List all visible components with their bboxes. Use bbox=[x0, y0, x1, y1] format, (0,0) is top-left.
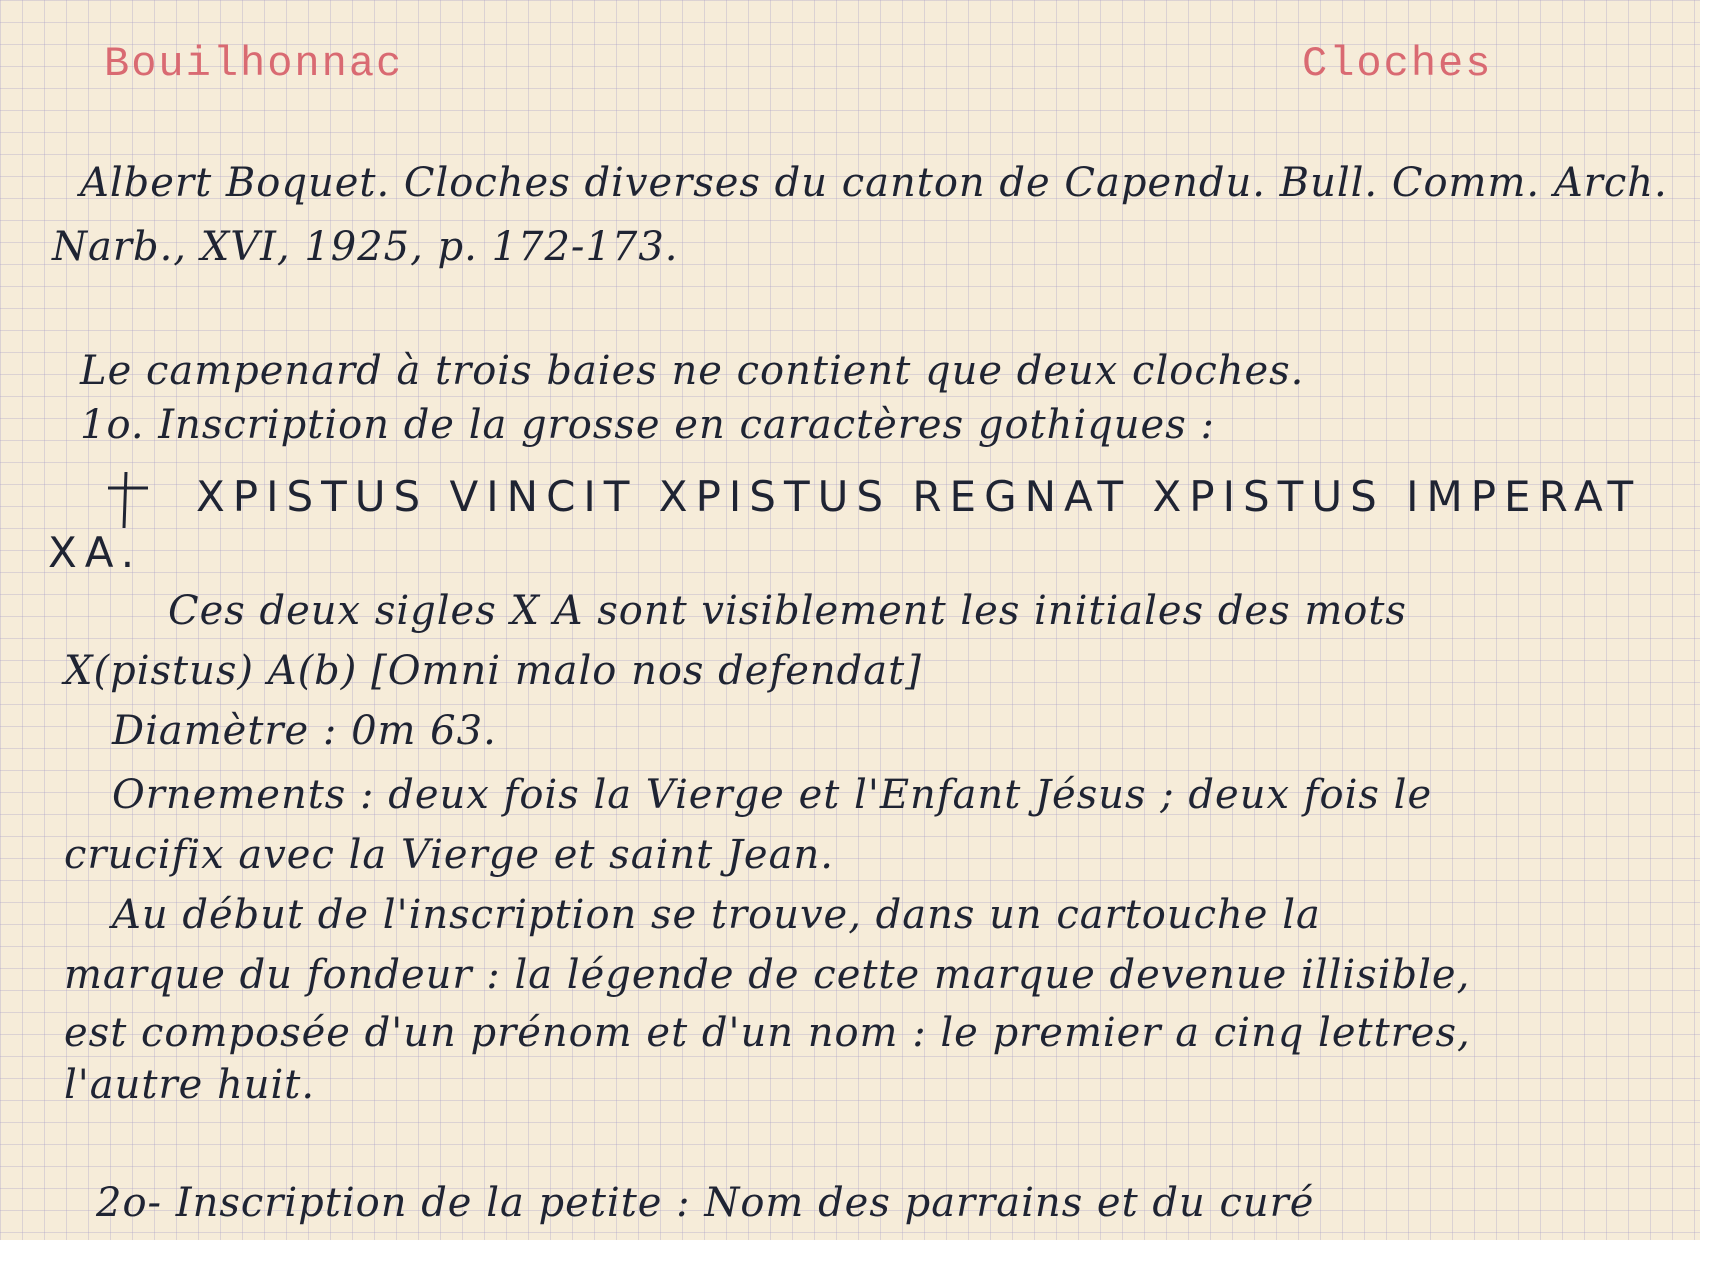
body-line-10: est composée d'un prénom et d'un nom : le premier a cinq lettres, bbox=[64, 1010, 1471, 1056]
diameter-line: Diamètre : 0m 63. bbox=[112, 708, 497, 754]
body-line-4: X(pistus) A(b) [Omni malo nos defendat] bbox=[64, 648, 922, 694]
cross-icon bbox=[104, 470, 152, 530]
reference-line-2: Narb., XVI, 1925, p. 172-173. bbox=[52, 224, 679, 270]
reference-line-1: Albert Boquet. Cloches diverses du canton de Capendu. Bull. Comm. Arch. bbox=[80, 160, 1668, 206]
body-line-12: 2o- Inscription de la petite : Nom des parrains et du curé bbox=[96, 1180, 1315, 1226]
body-line-6: Ornements : deux fois la Vierge et l'Enfant Jésus ; deux fois le bbox=[112, 772, 1433, 818]
body-line-3: Ces deux sigles X A sont visiblement les initiales des mots bbox=[168, 588, 1407, 634]
body-line-7: crucifix avec la Vierge et saint Jean. bbox=[64, 832, 834, 878]
body-line-8: Au début de l'inscription se trouve, dans un cartouche la bbox=[112, 892, 1321, 938]
body-line-1: Le campenard à trois baies ne contient que deux cloches. bbox=[80, 348, 1305, 394]
body-line-9: marque du fondeur : la légende de cette marque devenue illisible, bbox=[64, 952, 1471, 998]
bell-inscription: XPISTUS VINCIT XPISTUS REGNAT XPISTUS IMPERAT bbox=[196, 472, 1642, 521]
subject-stamp: Cloches bbox=[1302, 40, 1493, 88]
place-stamp: Bouilhonnac bbox=[104, 40, 404, 88]
bell-inscription-end: XA. bbox=[48, 528, 143, 577]
body-line-2: 1o. Inscription de la grosse en caractères gothiques : bbox=[80, 402, 1215, 448]
body-line-11: l'autre huit. bbox=[64, 1062, 316, 1108]
